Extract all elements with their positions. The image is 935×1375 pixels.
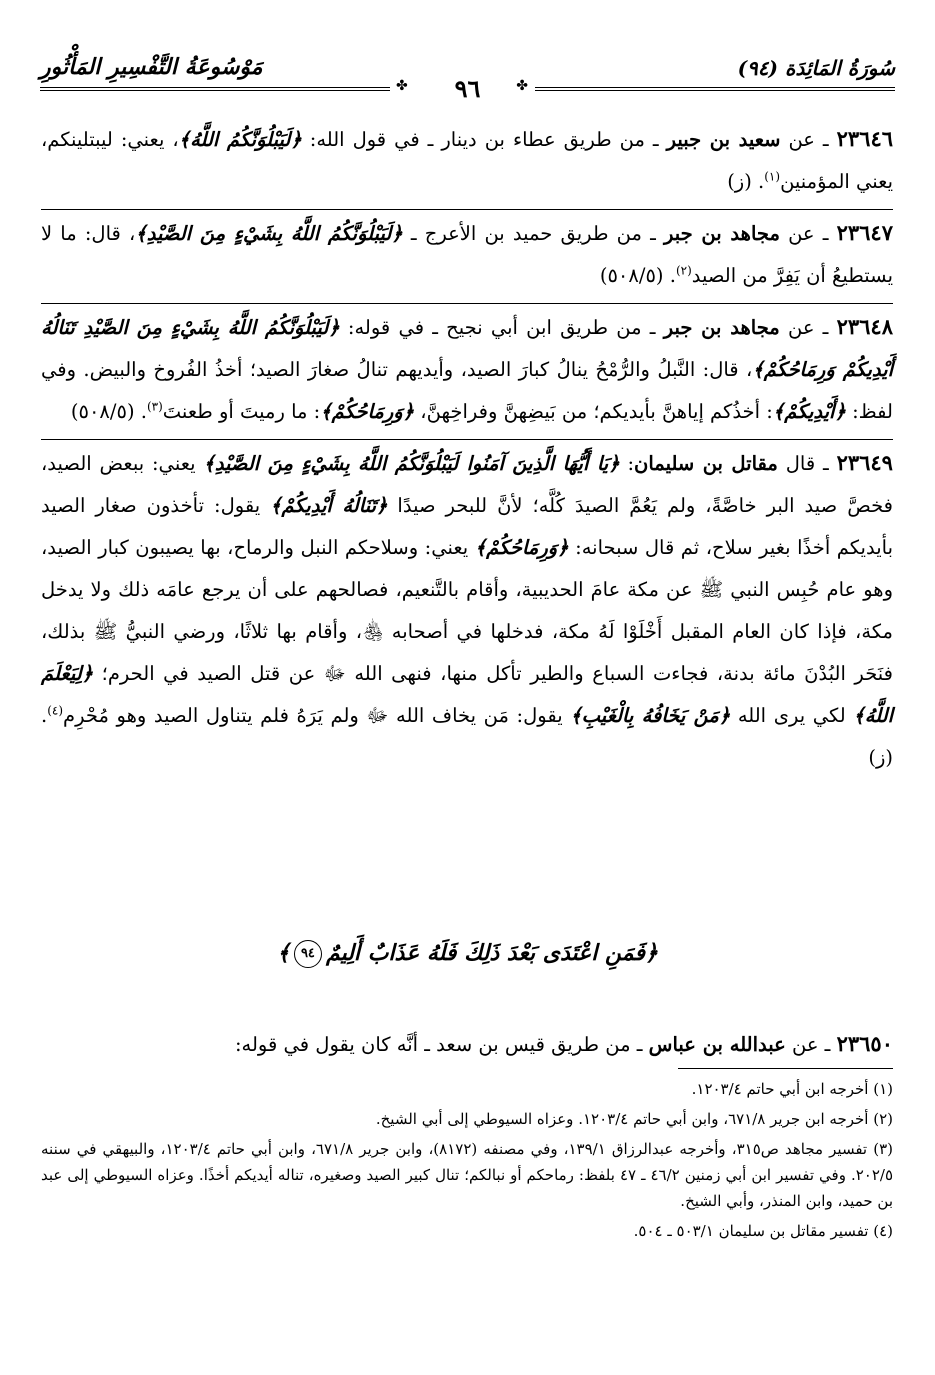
footnote-2: (٢) أخرجه ابن جرير ٦٧١/٨، وابن أبي حاتم ١٢٠٣/٤. وعزاه السيوطي إلى أبي الشيخ. bbox=[375, 1110, 893, 1128]
quran-quote: ﴿لِيَعْلَمَ اللَّهُ﴾ bbox=[41, 662, 893, 727]
quran-quote: ﴿لَيَبْلُوَنَّكُمُ اللَّهُ بِشَيْءٍ مِنَ الصَّيْدِ تَنَالُهُ أَيْدِيكُمْ وَرِمَاحُكُمْ﴾ bbox=[41, 316, 893, 381]
entry-23649 bbox=[41, 439, 893, 779]
footnotes bbox=[41, 1076, 893, 1248]
quran-quote: ﴿تَنَالُهُ أَيْدِيكُمْ﴾ bbox=[270, 494, 388, 517]
entry-23646 bbox=[41, 118, 893, 203]
book-title: مَوْسُوعَةُ التَّفْسِيرِ المَأْثُورِ bbox=[40, 54, 263, 80]
page-header bbox=[40, 52, 895, 102]
entry-text: ـ عن bbox=[780, 128, 837, 151]
entry-text: ، قال: ما لا يستطيعُ أن يَفِرَّ من الصيد bbox=[41, 222, 893, 287]
quran-quote: ﴿لَيَبْلُوَنَّكُمُ اللَّهُ بِشَيْءٍ مِنَ الصَّيْدِ﴾ bbox=[135, 222, 403, 245]
entry-text: ـ عن bbox=[785, 1032, 837, 1056]
quran-quote: ﴿وَرِمَاحُكُمْ﴾ bbox=[320, 400, 415, 423]
entry-text: ـ عن bbox=[779, 316, 837, 339]
entry-number: ٢٣٦٤٦ bbox=[836, 126, 894, 151]
footnote-4: (٤) تفسير مقاتل بن سليمان ٥٠٣/١ ـ ٥٠٤. bbox=[633, 1222, 893, 1240]
footnote-separator bbox=[678, 1068, 893, 1069]
ornament-icon: ✤ bbox=[516, 78, 528, 94]
footnote-1: (١) أخرجه ابن أبي حاتم ١٢٠٣/٤. bbox=[691, 1080, 893, 1098]
entry-text: ـ من طريق عطاء بن دينار ـ في قول الله: bbox=[301, 128, 667, 151]
entry-text: ، يعني: ليبتلينكم، يعني المؤمنين bbox=[41, 128, 893, 193]
entry-text: ـ من طريق قيس بن سعد ـ أنَّه كان يقول في قوله: bbox=[234, 1032, 649, 1056]
entry-text: لكي يرى الله bbox=[730, 704, 854, 727]
narrator-name: مقاتل بن سليمان bbox=[634, 452, 778, 475]
narrator-name: مجاهد بن جبر bbox=[663, 316, 780, 339]
entry-text: يقول: تأخذون صغار الصيد بأيديكم أخذًا بغير سلاح، ثم قال سبحانه: bbox=[41, 494, 893, 559]
quran-quote: ﴿مَنْ يَخَافُهُ بِالْغَيْبِ﴾ bbox=[570, 704, 731, 727]
header-rule-right bbox=[535, 87, 895, 91]
entry-text: . (ز) bbox=[727, 170, 765, 193]
footnote-ref[interactable]: (٤) bbox=[47, 703, 64, 718]
entry-text: ، قال: النَّبلُ والرُّمْحُ ينالُ كبارَ الصيد، وأيديهم تنالُ صغارَ الصيد؛ أخذُ الفُروخ والبيض. وفي لفظ: bbox=[41, 358, 893, 423]
page-number: ٩٦ bbox=[454, 74, 481, 103]
verse-heading bbox=[0, 940, 935, 968]
footnote-ref[interactable]: (٢) bbox=[675, 263, 692, 278]
entry-text: ـ قال bbox=[777, 452, 837, 475]
entry-text: ـ من طريق ابن أبي نجيح ـ في قوله: bbox=[339, 316, 664, 339]
quran-quote: ﴿لَيَبْلُوَنَّكُمُ اللَّهُ﴾ bbox=[178, 128, 302, 151]
entry-text: : ما رميتَ أو طعنتَ bbox=[162, 400, 321, 423]
main-text bbox=[41, 118, 893, 785]
entry-23647 bbox=[41, 209, 893, 297]
verse-number-badge: ٩٤ bbox=[294, 940, 322, 968]
entry-text: . (ز) bbox=[41, 704, 893, 769]
quran-quote: ﴿وَرِمَاحُكُمْ﴾ bbox=[474, 536, 569, 559]
entry-text: . (٥٠٨/٥) bbox=[599, 264, 676, 287]
entry-text: : أخذُكم إياهنَّ بأيديكم؛ من بَيضِهنَّ وفراخِهنَّ، bbox=[414, 400, 773, 423]
entry-number: ٢٣٦٥٠ bbox=[836, 1030, 893, 1056]
narrator-name: سعيد بن جبير bbox=[666, 128, 781, 151]
entry-text: : bbox=[619, 452, 635, 475]
surah-title: سُورَةُ المَائِدَة (٩٤) bbox=[737, 56, 895, 80]
entry-number: ٢٣٦٤٩ bbox=[836, 450, 893, 475]
entry-number: ٢٣٦٤٧ bbox=[836, 220, 893, 245]
entry-text: يعني: ببعض الصيد، فخصَّ صيد البر خاصَّةً، ولم يَعُمَّ الصيدَ كُلَّه؛ لأنَّ للبحر صيدًا bbox=[41, 452, 894, 517]
entry-text: ـ من طريق حميد بن الأعرج ـ bbox=[402, 222, 664, 245]
entry-text: يعني: وسلاحكم النبل والرماح، بها يصيبون كبار الصيد، وهو عام حُبِس النبي ﷺ عن مكة عامَ الحديبية، وأقام بالتَّنعيم، فصالحهم على أن يرجع عامَه ذلك ولا يدخل مكة، فإذا كان العام المقبل أَخْلَوْا لَهُ مكة، فدخلها في أصحابه ﵃، وأقام بها ثلاثًا، ورضي النبيُّ ﷺ بذلك، فنَحَر البُدْنَ مائة بدنة، فجاءت السباع والطير تأكل منها، فنهى الله ﷻ عن قتل الصيد في الحرم؛ bbox=[41, 536, 893, 685]
quran-quote: ﴿يَا أَيُّهَا الَّذِينَ آمَنُوا لَيَبْلُوَنَّكُمُ اللَّهُ بِشَيْءٍ مِنَ الصَّيْدِ﴾ bbox=[203, 452, 620, 475]
entry-text: . (٥٠٨/٥) bbox=[70, 400, 147, 423]
footnote-3: (٣) تفسير مجاهد ص٣١٥، وأخرجه عبدالرزاق ١٣٩/١، وفي مصنفه (٨١٧٢)، وابن جرير ٦٧١/٨، وابن أبي حاتم ١٢٠٣/٤، والبيهقي في سننه ٢٠٢/٥. وفي تفسير ابن أبي زمنين ٤٦/٢ ـ ٤٧ بلفظ: رماحكم أو نبالكم؛ تنال كبير الصيد وصغيره، تناله أيديكم أخذًا. وعزاه السيوطي إلى عبد بن حميد، وابن المنذر، وأبي الشيخ. bbox=[41, 1140, 893, 1210]
footnote-ref[interactable]: (١) bbox=[764, 169, 781, 184]
narrator-name: مجاهد بن جبر bbox=[663, 222, 780, 245]
entry-23648 bbox=[41, 303, 893, 433]
quran-quote: ﴿أَيْدِيكُمْ﴾ bbox=[772, 400, 846, 423]
ornament-icon: ✤ bbox=[396, 78, 408, 94]
verse-text: ﴿فَمَنِ اعْتَدَى بَعْدَ ذَلِكَ فَلَهُ عَذَابٌ أَلِيمٌ bbox=[325, 940, 658, 966]
entry-number: ٢٣٦٤٨ bbox=[836, 314, 893, 339]
header-rule bbox=[40, 74, 895, 103]
footnote-ref[interactable]: (٣) bbox=[146, 399, 163, 414]
entry-text: ـ عن bbox=[779, 222, 837, 245]
verse-close: ﴾ bbox=[277, 940, 290, 966]
narrator-name: عبدالله بن عباس bbox=[648, 1032, 786, 1056]
entry-23650 bbox=[41, 1024, 893, 1065]
entry-text: يقول: مَن يخاف الله ﷻ ولم يَرَهُ فلم يتناول الصيد وهو مُحْرِم bbox=[63, 704, 571, 727]
